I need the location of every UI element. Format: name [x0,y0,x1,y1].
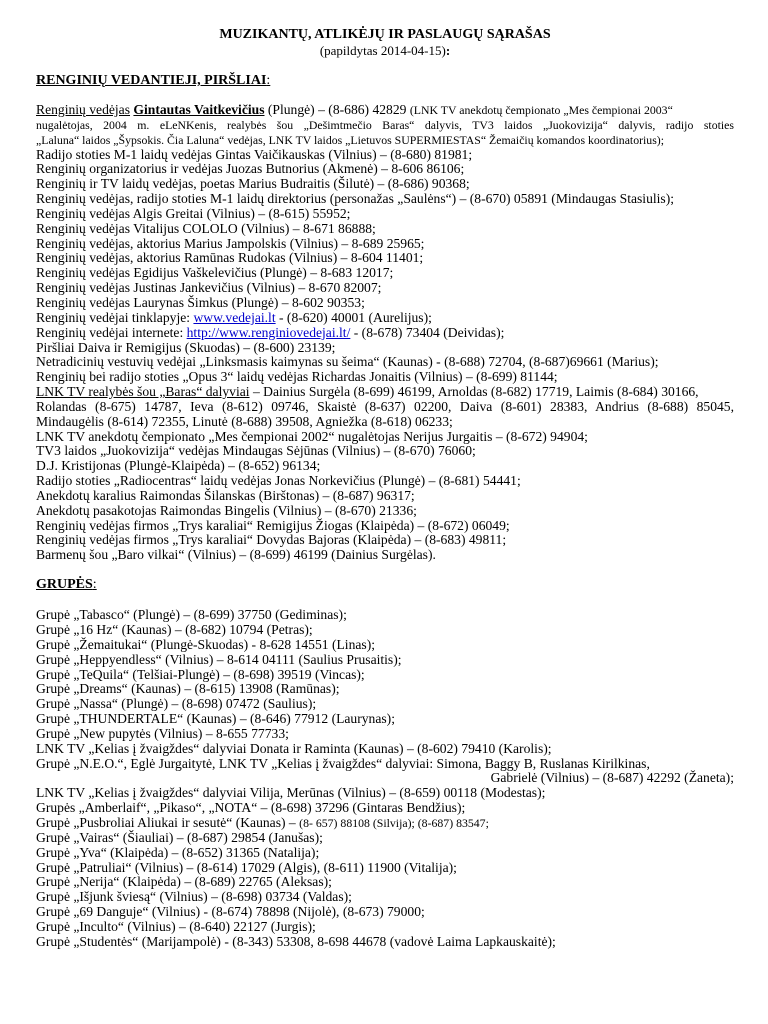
list-item: Anekdotų pasakotojas Raimondas Bingelis (Vilnius) – (8-670) 21336; [36,502,417,518]
list-item: Grupė „Patruliai“ (Vilnius) – (8-614) 17029 (Algis), (8-611) 11900 (Vitalija); [36,859,457,875]
list-item: Grupė „Yva“ (Klaipėda) – (8-652) 31365 (Natalija); [36,844,320,860]
list-item: Barmenų šou „Baro vilkai“ (Vilnius) – (8-699) 46199 (Dainius Surgėlas). [36,547,436,563]
first-entry-name: Gintautas Vaitkevičius [133,102,265,117]
section-groups-colon: : [92,577,97,593]
list-item: Grupė „Dreams“ (Kaunas) – (8-615) 13908 (Ramūnas); [36,681,340,697]
list-item: Renginių vedėjas Laurynas Šimkus (Plungė) – 8-602 90353; [36,294,365,310]
list-item: TV3 laidos „Juokovizija“ vedėjas Mindaugas Sėjūnas (Vilnius) – (8-670) 76060; [36,443,476,459]
list-item: Grupė „Studentės“ (Marijampolė) - (8-343) 53308, 8-698 44678 (vadovė Laima Lapkauskaitė); [36,933,556,949]
list-item: D.J. Kristijonas (Plungė-Klaipėda) – (8-652) 96134; [36,458,321,474]
list-item: Renginių vedėjas Justinas Jankevičius (Vilnius) – 8-670 82007; [36,280,382,296]
section-hosts-heading [36,73,734,89]
list-item: Grupė „16 Hz“ (Kaunas) – (8-682) 10794 (Petras); [36,622,313,637]
first-entry-line1 [36,103,734,118]
first-entry-prefix: Renginių vedėjas [36,102,131,117]
list-item: Grupė „69 Danguje“ (Vilnius) - (8-674) 78898 (Nijolė), (8-673) 79000; [36,904,425,920]
section-groups-list [36,608,734,949]
renginiovedejai-suffix: - (8-678) 73404 (Deividas); [350,324,505,340]
vedejai-lt-prefix: Renginių vedėjai tinklapyje: [36,309,194,325]
pusbroliai-tail: (8- 657) 88108 (Silvija); (8-687) 83547; [299,815,489,830]
groups-list-b [36,786,734,816]
baras-entry-line2: Rolandas (8-675) 14787, Ieva (8-612) 09746, Skaistė (8-637) 02200, Daiva (8-601) 28383, Andrius (8-688) 85045, [36,398,734,414]
document [36,26,734,950]
subtitle-text: (papildytas 2014-04-15) [319,43,446,58]
list-item: Renginių vedėjas, aktorius Ramūnas Rudokas (Vilnius) – 8-604 11401; [36,250,424,266]
list-item: Grupė „TeQuila“ (Telšiai-Plungė) – (8-698) 39519 (Vincas); [36,666,365,682]
baras-entry-line3: Mindaugėlis (8-614) 72355, Linutė (8-688) 39508, Agniežka (8-618) 06233; [36,413,453,429]
list-item: Renginių vedėjas firmos „Trys karaliai“ Dovydas Bajoras (Klaipėda) – (8-683) 49811; [36,532,507,548]
list-item: Grupė „New pupytės (Vilnius) – 8-655 77733; [36,725,289,741]
groups-list-c [36,831,734,950]
section-groups-heading [36,577,734,593]
list-item: LNK TV anekdotų čempionato „Mes čempionai 2002“ nugalėtojas Nerijus Jurgaitis – (8-672) 94904; [36,428,588,444]
vedejai-lt-link[interactable]: www.vedejai.lt [193,309,276,325]
list-item: Grupė „Žemaitukai“ (Plungė-Skuodas) - 8-628 14551 (Linas); [36,636,376,652]
hosts-list-b [36,341,734,386]
neo-entry-line2: Gabrielė (Vilnius) – (8-687) 42292 (Žaneta); [490,770,734,786]
list-item: Grupės „Amberlaif“, „Pikaso“, „NOTA“ – (8-698) 37296 (Gintaras Bendžius); [36,800,466,816]
list-item: Renginių vedėjas firmos „Trys karaliai“ Remigijus Žiogas (Klaipėda) – (8-672) 06049; [36,517,510,533]
list-item-renginiovedejai [36,326,734,341]
baras-entry-line1 [36,385,734,400]
document-subtitle [36,43,734,59]
list-item: Radijo stoties „Radiocentras“ laidų vedėjas Jonas Norkevičius (Plungė) – (8-681) 54441; [36,473,521,489]
list-item: Renginių bei radijo stoties „Opus 3“ laidų vedėjas Richardas Jonaitis (Vilnius) – (8-699) 81144; [36,369,558,385]
baras-entry-rest: – Dainius Surgėla (8-699) 46199, Arnoldas (8-682) 17719, Laimis (8-684) 30166, [249,384,699,400]
list-item: Netradicinių vestuvių vedėjai „Linksmasis kaimynas su šeima“ (Kaunas) - (8-688) 72704, (8-687)69661 (Marius); [36,354,659,370]
renginiovedejai-link[interactable]: http://www.renginiovedejai.lt/ [186,324,351,340]
list-item: LNK TV „Kelias į žvaigždes“ dalyviai Vilija, Merūnas (Vilnius) – (8-659) 00118 (Modestas); [36,785,546,801]
list-item: Piršliai Daiva ir Remigijus (Skuodas) – (8-600) 23139; [36,339,336,355]
list-item: Renginių vedėjas Egidijus Vaškelevičius (Plungė) – 8-683 12017; [36,265,394,281]
section-hosts-colon: : [266,73,271,88]
list-item: Renginių ir TV laidų vedėjas, poetas Marius Budraitis (Šilutė) – (8-686) 90368; [36,176,470,192]
list-item: Grupė „Vairas“ (Šiauliai) – (8-687) 29854 (Janušas); [36,829,323,845]
list-item: Grupė „Nerija“ (Klaipėda) – (8-689) 22765 (Aleksas); [36,874,332,890]
first-entry-line2: nugalėtojas, 2004 m. eLeNKenis, realybės šou „Dešimtmečio Baras“ dalyvis, TV3 laidos „Juokovizija“ dalyvis, radijo stoties [36,117,734,132]
list-item: Renginių vedėjas, aktorius Marius Jampolskis (Vilnius) – 8-689 25965; [36,235,425,251]
list-item: Renginių vedėjas, radijo stoties M-1 laidų direktorius (personažas „Saulėns“) – (8-670) 05891 (Mindaugas Stasiulis); [36,191,675,207]
hosts-list-a [36,148,734,311]
pusbroliai-main: Grupė „Pusbroliai Aliukai ir sesutė“ (Kaunas) – [36,814,300,830]
list-item-vedejai-lt [36,311,734,326]
list-item: Anekdotų karalius Raimondas Šilanskas (Birštonas) – (8-687) 96317; [36,487,415,503]
first-entry-cont1: (LNK TV anekdotų čempionato „Mes čempionai 2003“ [409,103,673,117]
pusbroliai-entry [36,816,734,831]
baras-entry-underlined: LNK TV realybės šou „Baras“ dalyviai [36,384,250,400]
list-item: LNK TV „Kelias į žvaigždes“ dalyviai Donata ir Raminta (Kaunas) – (8-602) 79410 (Karolis); [36,740,552,756]
list-item: Grupė „Tabasco“ (Plungė) – (8-699) 37750 (Gediminas); [36,607,347,623]
list-item: Grupė „Išjunk šviesą“ (Vilnius) – (8-698) 03734 (Valdas); [36,889,352,905]
list-item: Grupė „Heppyendless“ (Vilnius) – 8-614 04111 (Saulius Prusaitis); [36,651,402,667]
neo-entry-line1: Grupė „N.E.O.“, Eglė Jurgaitytė, LNK TV „Kelias į žvaigždes“ dalyviai: Simona, Baggy B, Ruslanas Kirilkinas, [36,755,650,771]
document-title: MUZIKANTŲ, ATLIKĖJŲ IR PASLAUGŲ SĄRAŠAS [219,27,551,42]
list-item: Renginių vedėjas Algis Greitai (Vilnius) – (8-615) 55952; [36,205,351,221]
list-item: Grupė „THUNDERTALE“ (Kaunas) – (8-646) 77912 (Laurynas); [36,711,395,727]
list-item: Renginių vedėjas Vitalijus COLOLO (Vilnius) – 8-671 86888; [36,220,376,236]
first-entry-text: (Plungė) – (8-686) 42829 [264,102,410,117]
section-hosts-title: RENGINIŲ VEDANTIEJI, PIRŠLIAI [36,73,267,88]
list-item: Radijo stoties M-1 laidų vedėjas Gintas Vaičikauskas (Vilnius) – (8-680) 81981; [36,146,473,162]
first-entry-line3: „Laluna“ laidos „Šypsokis. Čia Laluna“ vedėjas, LNK TV laidos „Lietuvos SUPERMIESTAS“ Žemaičių komandos koordinatorius); [36,132,665,147]
groups-list-a [36,608,734,756]
section-hosts-list [36,103,734,563]
list-item: Grupė „Inculto“ (Vilnius) – (8-640) 22127 (Jurgis); [36,918,316,934]
section-groups-title: GRUPĖS [36,577,93,593]
subtitle-colon: : [445,43,451,58]
renginiovedejai-prefix: Renginių vedėjai internete: [36,324,187,340]
vedejai-lt-suffix: - (8-620) 40001 (Aurelijus); [275,309,432,325]
list-item: Renginių organizatorius ir vedėjas Juozas Butnorius (Akmenė) – 8-606 86106; [36,161,465,177]
hosts-list-c [36,430,734,564]
list-item: Grupė „Nassa“ (Plungė) – (8-698) 07472 (Saulius); [36,696,317,712]
